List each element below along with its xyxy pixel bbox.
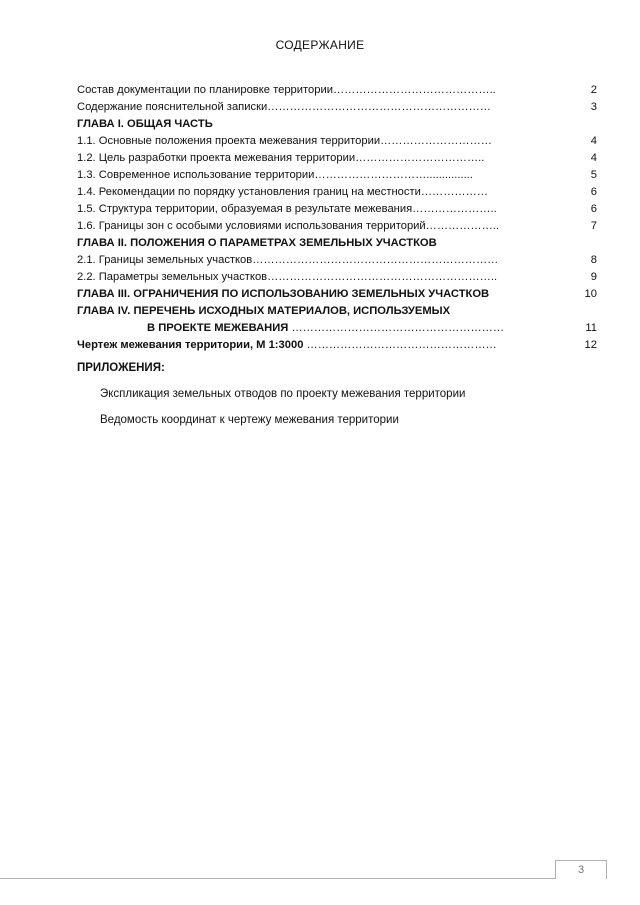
toc-chapter-heading-continued	[77, 320, 597, 337]
toc-row	[77, 269, 597, 286]
toc-leader-dots: …………………………………………………	[288, 322, 505, 334]
page-title: СОДЕРЖАНИЕ	[275, 38, 365, 52]
toc-row	[77, 150, 597, 167]
toc-page-number: 4	[590, 135, 597, 147]
toc-entry-text: 1.4. Рекомендации по порядку установления границ на местности………………	[77, 186, 488, 198]
toc-entry-text: 1.5. Структура территории, образуемая в результате межевания…………………..	[77, 203, 497, 215]
toc-row	[77, 133, 597, 150]
toc-entry-text: Состав документации по планировке территории……………………………………..	[77, 84, 496, 96]
toc-entry-text: ГЛАВА I. ОБЩАЯ ЧАСТЬ	[77, 118, 213, 130]
toc-entry-text: 1.1. Основные положения проекта межевания территории…………………………	[77, 135, 492, 147]
toc-page-number: 6	[590, 186, 597, 198]
toc-leader-dots: ……………………………………………	[303, 339, 497, 351]
toc-entry-text: ГЛАВА III. ОГРАНИЧЕНИЯ ПО ИСПОЛЬЗОВАНИЮ ЗЕМЕЛЬНЫХ УЧАСТКОВ	[77, 288, 490, 300]
toc-page-number: 6	[590, 203, 597, 215]
toc-chapter-heading	[77, 116, 597, 133]
toc-entry-text: 1.2. Цель разработки проекта межевания территории……………………………..	[77, 152, 485, 164]
toc-page-number: 5	[590, 169, 597, 181]
toc-page-number: 12	[584, 339, 597, 351]
toc-row	[77, 167, 597, 184]
toc-page-number: 11	[585, 322, 597, 334]
appendix-item: Экспликация земельных отводов по проекту межевания территории	[100, 388, 466, 400]
toc-chapter-heading	[77, 286, 597, 303]
toc-row	[77, 218, 597, 235]
toc-page-number: 10	[584, 288, 597, 300]
toc-page-number: 7	[590, 220, 597, 232]
appendix-item: Ведомость координат к чертежу межевания территории	[100, 414, 399, 426]
appendices-heading: ПРИЛОЖЕНИЯ:	[77, 362, 165, 374]
toc-row	[77, 184, 597, 201]
toc-entry-text: ГЛАВА II. ПОЛОЖЕНИЯ О ПАРАМЕТРАХ ЗЕМЕЛЬНЫХ УЧАСТКОВ	[77, 237, 437, 249]
toc-row	[77, 82, 597, 99]
toc-entry-text: 2.1. Границы земельных участков…………………………………………………………	[77, 254, 499, 266]
toc-entry-text: В ПРОЕКТЕ МЕЖЕВАНИЯ	[147, 322, 289, 334]
page-number-box: 3	[555, 860, 607, 879]
toc-page-number: 4	[590, 152, 597, 164]
toc-entry-text: 1.6. Границы зон с особыми условиями использования территорий………………..	[77, 220, 500, 232]
toc-page-number: 9	[590, 271, 597, 283]
toc-row	[77, 99, 597, 116]
toc-entry-text: 1.3. Современное использование территории…………………………...............	[77, 169, 473, 181]
toc-row	[77, 201, 597, 218]
toc-page-number: 3	[590, 101, 597, 113]
table-of-contents	[77, 82, 597, 354]
toc-entry-text: ГЛАВА IV. ПЕРЕЧЕНЬ ИСХОДНЫХ МАТЕРИАЛОВ, ИСПОЛЬЗУЕМЫХ	[77, 305, 451, 317]
toc-entry-text: 2.2. Параметры земельных участков……………………………………………………..	[77, 271, 498, 283]
toc-page-number: 2	[590, 84, 597, 96]
toc-chapter-heading	[77, 235, 597, 252]
toc-chapter-heading	[77, 303, 597, 320]
toc-row	[77, 252, 597, 269]
toc-drawing-entry	[77, 337, 597, 354]
toc-entry-text: Содержание пояснительной записки……………………………………………………	[77, 101, 491, 113]
toc-entry-text: Чертеж межевания территории, М 1:3000	[77, 339, 304, 351]
toc-page-number: 8	[590, 254, 597, 266]
footer-divider	[0, 878, 555, 879]
